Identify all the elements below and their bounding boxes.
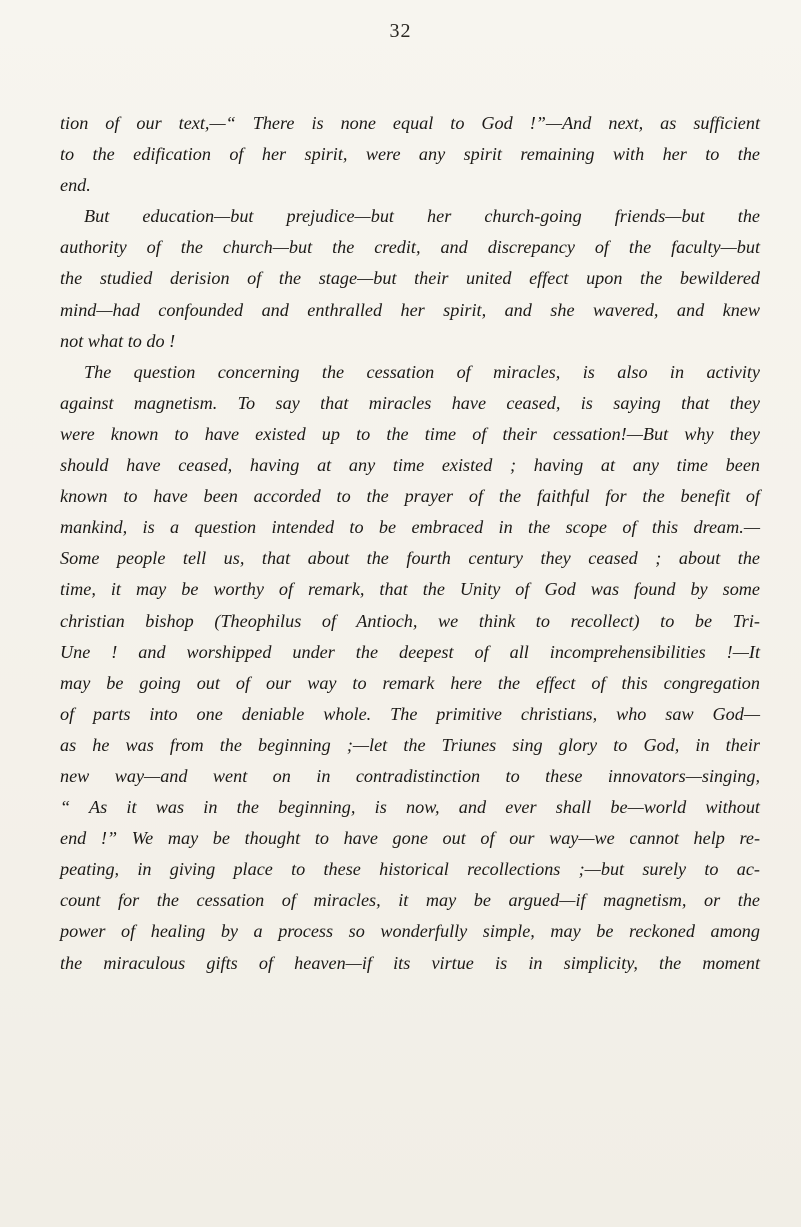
text-line: peating, in giving place to these historical recollections ;—but surely to ac- (60, 859, 760, 880)
text-line: new way—and went on in contradistinction to these innovators—singing, (60, 765, 760, 786)
text-line: mankind, is a question intended to be embraced in the scope of this dream.— (60, 517, 760, 538)
text-line: mind—had confounded and enthralled her spirit, and she wavered, and knew (60, 299, 760, 320)
text-line: count for the cessation of miracles, it may be argued—if magnetism, or the (60, 890, 760, 911)
text-line: power of healing by a process so wonderfully simple, may be reckoned among (60, 921, 760, 942)
text-line: tion of our text,—“ There is none equal to God !”—And next, as sufficient (60, 113, 760, 133)
text-line: Some people tell us, that about the fourth century they ceased ; about the (60, 548, 760, 569)
text-line: “ As it was in the beginning, is now, and ever shall be—world without (60, 797, 760, 818)
text-line: authority of the church—but the credit, and discrepancy of the faculty—but (60, 237, 760, 258)
text-line: christian bishop (Theophilus of Antioch, we think to recollect) to be Tri- (60, 610, 760, 631)
text-line: not what to do ! (60, 330, 176, 351)
text-line: known to have been accorded to the prayer of the faithful for the benefit of (60, 486, 760, 507)
text-line: were known to have existed up to the time of their cessation!—But why they (60, 423, 760, 444)
text-line: end. (60, 175, 91, 196)
text-line: against magnetism. To say that miracles have ceased, is saying that they (60, 392, 760, 413)
text-line: Une ! and worshipped under the deepest of all incomprehensibilities !—It (60, 641, 760, 662)
page-number: 32 (389, 20, 412, 42)
text-line: But education—but prejudice—but her church-going friends—but the (84, 206, 760, 227)
paragraph-1 (60, 108, 760, 201)
paragraph-2 (60, 201, 760, 356)
text-line: time, it may be worthy of remark, that the Unity of God was found by some (60, 579, 760, 600)
text-line: The question concerning the cessation of miracles, is also in activity (84, 361, 760, 382)
text-line: may be going out of our way to remark here the effect of this congregation (60, 672, 760, 693)
text-line: to the edification of her spirit, were any spirit remaining with her to the (60, 144, 760, 165)
text-line: the studied derision of the stage—but their united effect upon the bewildered (60, 268, 760, 289)
paragraph-3 (60, 357, 760, 979)
text-line: the miraculous gifts of heaven—if its virtue is in simplicity, the moment (60, 952, 760, 973)
body-text (60, 108, 760, 979)
text-line: of parts into one deniable whole. The primitive christians, who saw God— (60, 703, 760, 724)
text-line: as he was from the beginning ;—let the Triunes sing glory to God, in their (60, 734, 760, 755)
text-line: end !” We may be thought to have gone out of our way—we cannot help re- (60, 828, 760, 849)
text-line: should have ceased, having at any time existed ; having at any time been (60, 455, 760, 476)
